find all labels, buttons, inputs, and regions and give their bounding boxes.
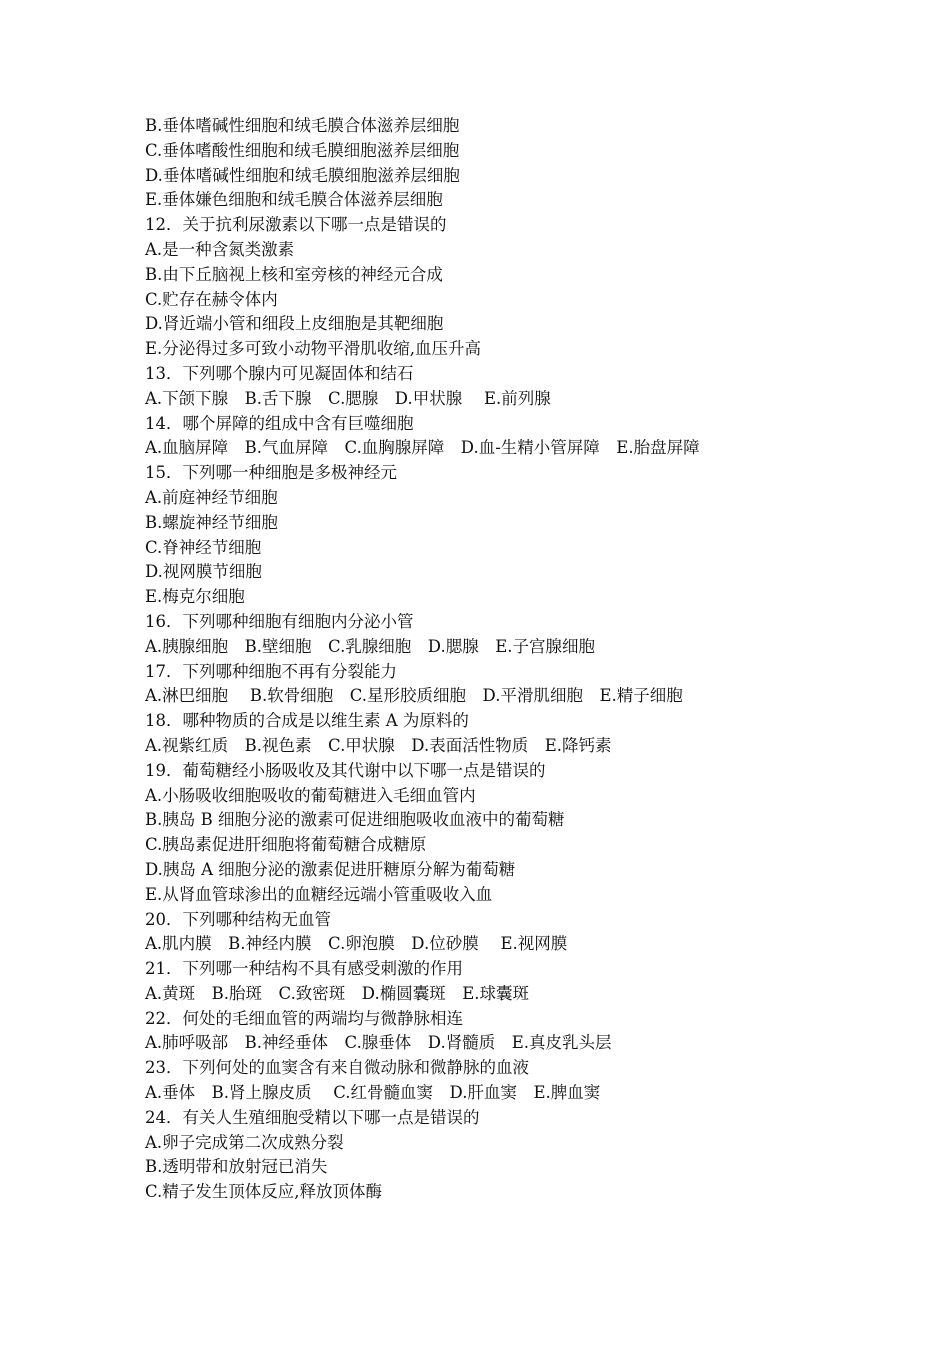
- option-line: D.垂体嗜碱性细胞和绒毛膜细胞滋养层细胞: [145, 165, 460, 185]
- option-line: A.淋巴细胞 B.软骨细胞 C.星形胶质细胞 D.平滑肌细胞 E.精子细胞: [145, 686, 683, 706]
- question-line: 18．哪种物质的合成是以维生素 A 为原料的: [145, 711, 469, 731]
- option-line: B.螺旋神经节细胞: [145, 512, 278, 532]
- option-line: A.黄斑 B.胎斑 C.致密斑 D.椭圆囊斑 E.球囊斑: [145, 983, 529, 1003]
- option-line: A.卵子完成第二次成熟分裂: [145, 1132, 344, 1152]
- document-body: [145, 114, 905, 1205]
- option-line: A.血脑屏障 B.气血屏障 C.血胸腺屏障 D.血-生精小管屏障 E.胎盘屏障: [145, 438, 700, 458]
- option-line: D.肾近端小管和细段上皮细胞是其靶细胞: [145, 314, 444, 334]
- option-line: A.胰腺细胞 B.壁细胞 C.乳腺细胞 D.腮腺 E.子宫腺细胞: [145, 636, 595, 656]
- option-line: B.透明带和放射冠已消失: [145, 1157, 328, 1177]
- option-line: A.肺呼吸部 B.神经垂体 C.腺垂体 D.肾髓质 E.真皮乳头层: [145, 1033, 612, 1053]
- question-line: 24．有关人生殖细胞受精以下哪一点是错误的: [145, 1107, 480, 1127]
- option-line: B.由下丘脑视上核和室旁核的神经元合成: [145, 264, 443, 284]
- option-line: C.精子发生顶体反应,释放顶体酶: [145, 1182, 383, 1202]
- option-line: E.分泌得过多可致小动物平滑肌收缩,血压升高: [145, 339, 482, 359]
- question-line: 16．下列哪种细胞有细胞内分泌小管: [145, 611, 414, 631]
- question-line: 12．关于抗利尿激素以下哪一点是错误的: [145, 215, 447, 235]
- option-line: A.视紫红质 B.视色素 C.甲状腺 D.表面活性物质 E.降钙素: [145, 735, 612, 755]
- option-line: C.贮存在赫令体内: [145, 289, 278, 309]
- option-line: B.胰岛 B 细胞分泌的激素可促进细胞吸收血液中的葡萄糖: [145, 810, 565, 830]
- option-line: A.前庭神经节细胞: [145, 487, 278, 507]
- question-line: 19．葡萄糖经小肠吸收及其代谢中以下哪一点是错误的: [145, 760, 546, 780]
- option-line: A.垂体 B.肾上腺皮质 C.红骨髓血窦 D.肝血窦 E.脾血窦: [145, 1083, 601, 1103]
- question-line: 17．下列哪种细胞不再有分裂能力: [145, 661, 397, 681]
- option-line: C.脊神经节细胞: [145, 537, 262, 557]
- option-line: B.垂体嗜碱性细胞和绒毛膜合体滋养层细胞: [145, 116, 460, 135]
- option-line: A.小肠吸收细胞吸收的葡萄糖进入毛细血管内: [145, 785, 476, 805]
- option-line: C.胰岛素促进肝细胞将葡萄糖合成糖原: [145, 835, 427, 855]
- option-line: A.下颌下腺 B.舌下腺 C.腮腺 D.甲状腺 E.前列腺: [145, 388, 551, 408]
- question-line: 23．下列何处的血窦含有来自微动脉和微静脉的血液: [145, 1058, 529, 1078]
- question-line: 14．哪个屏障的组成中含有巨噬细胞: [145, 413, 414, 433]
- question-line: 22．何处的毛细血管的两端均与微静脉相连: [145, 1008, 463, 1028]
- option-line: C.垂体嗜酸性细胞和绒毛膜细胞滋养层细胞: [145, 140, 460, 160]
- option-line: A.肌内膜 B.神经内膜 C.卵泡膜 D.位砂膜 E.视网膜: [145, 934, 568, 954]
- option-line: E.从肾血管球渗出的血糖经远端小管重吸收入血: [145, 884, 493, 904]
- question-line: 21．下列哪一种结构不具有感受刺激的作用: [145, 959, 463, 979]
- option-line: E.垂体嫌色细胞和绒毛膜合体滋养层细胞: [145, 190, 443, 210]
- question-line: 13．下列哪个腺内可见凝固体和结石: [145, 363, 414, 383]
- question-line: 15．下列哪一种细胞是多极神经元: [145, 463, 397, 483]
- option-line: E.梅克尔细胞: [145, 587, 245, 607]
- question-line: 20．下列哪种结构无血管: [145, 909, 331, 929]
- option-line: D.视网膜节细胞: [145, 562, 262, 582]
- option-line: D.胰岛 A 细胞分泌的激素促进肝糖原分解为葡萄糖: [145, 859, 516, 879]
- option-line: A.是一种含氮类激素: [145, 239, 295, 259]
